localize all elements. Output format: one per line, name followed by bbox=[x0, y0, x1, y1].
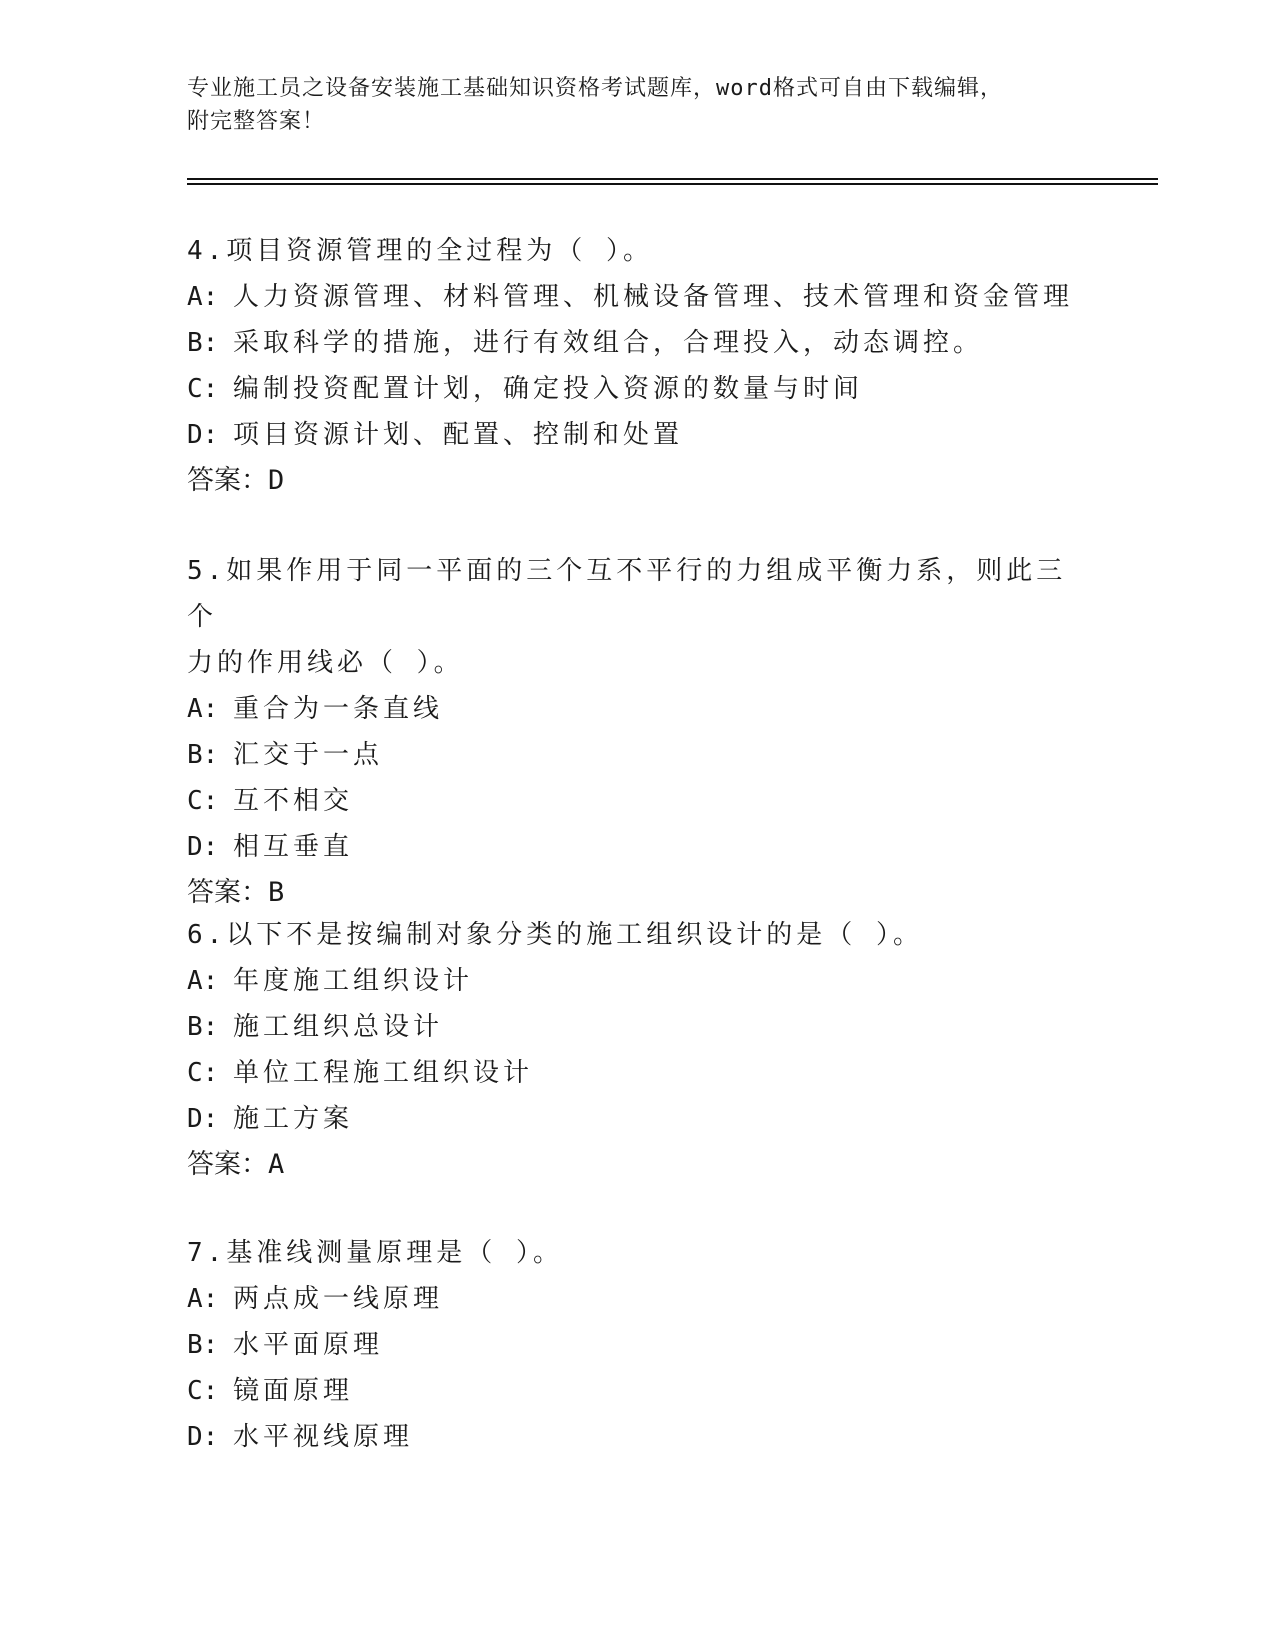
option-text: 采取科学的措施，进行有效组合，合理投入，动态调控。 bbox=[233, 328, 984, 358]
question-stem: 6.以下不是按编制对象分类的施工组织设计的是（ ）。 bbox=[187, 920, 923, 950]
option-text: 水平面原理 bbox=[233, 1330, 384, 1360]
option-text: 项目资源计划、配置、控制和处置 bbox=[233, 420, 684, 450]
option-text: 单位工程施工组织设计 bbox=[233, 1058, 534, 1088]
option-a bbox=[187, 686, 1087, 732]
option-c bbox=[187, 1050, 1087, 1096]
document-header bbox=[187, 72, 1067, 138]
option-text: 汇交于一点 bbox=[233, 740, 384, 770]
option-d bbox=[187, 1414, 1087, 1460]
option-key: B: bbox=[187, 740, 219, 770]
answer-value: B bbox=[268, 877, 285, 908]
option-b bbox=[187, 732, 1087, 778]
option-text: 年度施工组织设计 bbox=[233, 966, 474, 996]
option-key: A: bbox=[187, 966, 219, 996]
option-a bbox=[187, 1276, 1087, 1322]
option-text: 人力资源管理、材料管理、机械设备管理、技术管理和资金管理 bbox=[233, 282, 1074, 312]
answer-label: 答案： bbox=[187, 877, 268, 908]
option-key: A: bbox=[187, 282, 219, 312]
option-key: B: bbox=[187, 328, 219, 358]
option-key: C: bbox=[187, 786, 219, 816]
option-key: B: bbox=[187, 1330, 219, 1360]
question-6 bbox=[187, 912, 1087, 1188]
option-key: D: bbox=[187, 1422, 219, 1452]
header-line-1: 专业施工员之设备安装施工基础知识资格考试题库，word格式可自由下载编辑， bbox=[187, 76, 1003, 101]
question-stem: 4.项目资源管理的全过程为（ ）。 bbox=[187, 236, 653, 266]
option-text: 两点成一线原理 bbox=[233, 1284, 444, 1314]
answer-value: D bbox=[268, 465, 285, 496]
option-d bbox=[187, 824, 1087, 870]
option-text: 施工方案 bbox=[233, 1104, 354, 1134]
answer-line bbox=[187, 870, 1087, 916]
option-c bbox=[187, 778, 1087, 824]
header-rule-bottom bbox=[187, 183, 1158, 185]
header-rule-top bbox=[187, 178, 1158, 180]
option-key: D: bbox=[187, 1104, 219, 1134]
option-c bbox=[187, 366, 1087, 412]
option-key: D: bbox=[187, 420, 219, 450]
option-c bbox=[187, 1368, 1087, 1414]
answer-label: 答案： bbox=[187, 1149, 268, 1180]
answer-label: 答案： bbox=[187, 465, 268, 496]
option-key: A: bbox=[187, 694, 219, 724]
option-key: D: bbox=[187, 832, 219, 862]
option-b bbox=[187, 1322, 1087, 1368]
header-line-2: 附完整答案！ bbox=[187, 109, 326, 134]
question-stem-line-2: 力的作用线必（ ）。 bbox=[187, 648, 464, 678]
question-stem: 7.基准线测量原理是（ ）。 bbox=[187, 1238, 563, 1268]
option-key: C: bbox=[187, 1058, 219, 1088]
option-text: 重合为一条直线 bbox=[233, 694, 444, 724]
option-key: C: bbox=[187, 374, 219, 404]
option-key: A: bbox=[187, 1284, 219, 1314]
option-d bbox=[187, 412, 1087, 458]
option-a bbox=[187, 274, 1087, 320]
question-4 bbox=[187, 228, 1087, 504]
option-text: 施工组织总设计 bbox=[233, 1012, 444, 1042]
option-text: 水平视线原理 bbox=[233, 1422, 414, 1452]
option-text: 相互垂直 bbox=[233, 832, 354, 862]
option-d bbox=[187, 1096, 1087, 1142]
option-b bbox=[187, 320, 1087, 366]
option-text: 互不相交 bbox=[233, 786, 354, 816]
answer-line bbox=[187, 458, 1087, 504]
option-a bbox=[187, 958, 1087, 1004]
option-b bbox=[187, 1004, 1087, 1050]
option-key: C: bbox=[187, 1376, 219, 1406]
answer-value: A bbox=[268, 1149, 285, 1180]
option-text: 镜面原理 bbox=[233, 1376, 354, 1406]
answer-line bbox=[187, 1142, 1087, 1188]
option-text: 编制投资配置计划，确定投入资源的数量与时间 bbox=[233, 374, 864, 404]
question-5 bbox=[187, 548, 1087, 916]
option-key: B: bbox=[187, 1012, 219, 1042]
question-stem-line-1: 5.如果作用于同一平面的三个互不平行的力组成平衡力系，则此三个 bbox=[187, 556, 1067, 632]
question-7 bbox=[187, 1230, 1087, 1460]
